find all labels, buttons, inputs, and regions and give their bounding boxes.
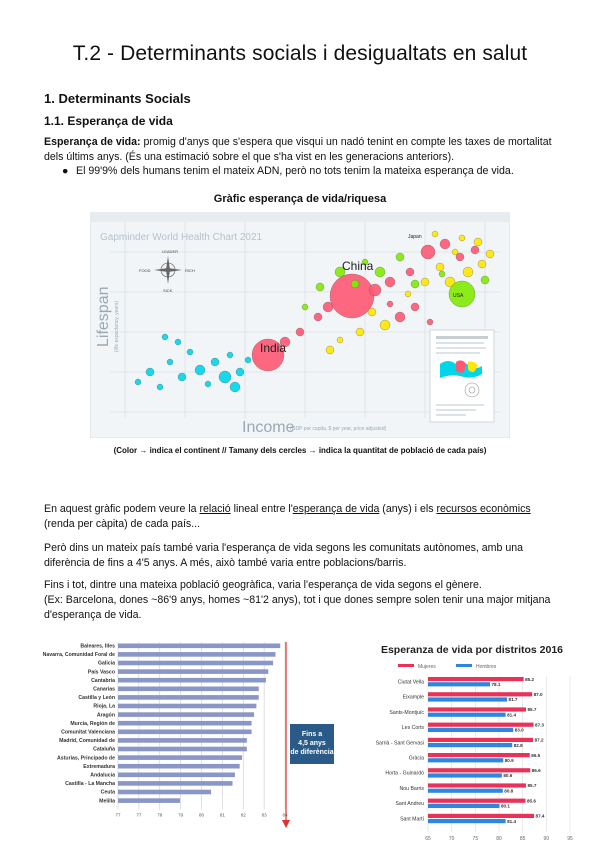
paragraph-relation: En aquest gràfic podem veure la relació lineal entre l'esperança de vida (anys) i els recursos econòmics (renda per càpita) de cada país... [44, 503, 531, 530]
district-bar-mujeres [428, 753, 530, 757]
district-bar-mujeres [428, 738, 533, 742]
region-bar [118, 747, 247, 752]
gapminder-caption: (Color → indica el continent // Tamany dels cercles → indica la quantitat de població de cada país) [113, 446, 487, 455]
info-card [430, 330, 494, 422]
definition-text: promig d'anys que s'espera que visqui un nadó tenint en compte les taxes de mortalitat dels últims anys. (És una estimació sobre el que s'ha vist en les generacions anteriors). [44, 136, 552, 163]
legend-mujeres: Mujeres [418, 664, 436, 670]
region-label: País Vasco [87, 669, 115, 676]
district-bar-hombres [428, 697, 507, 701]
regions-tick: 77 [115, 812, 121, 818]
district-label: Sarrià - Sant Gervasi [375, 740, 424, 747]
district-bar-mujeres [428, 814, 534, 818]
svg-text:RICH: RICH [185, 268, 195, 273]
district-value: 81.4 [507, 712, 517, 718]
districts-tick: 70 [448, 836, 455, 842]
definition-paragraph [44, 135, 564, 165]
gapminder-heading: Gràfic esperança de vida/riquesa [213, 193, 387, 205]
x-axis-label: Income [242, 419, 295, 436]
district-value: 85.7 [527, 783, 537, 789]
region-bar [118, 738, 247, 743]
district-label: Sant Andreu [395, 801, 424, 808]
districts-title: Esperanza de vida por distritos 2016 [380, 644, 564, 656]
district-value: 78.1 [491, 682, 501, 687]
district-bar-mujeres [428, 723, 534, 727]
district-value: 85.7 [527, 707, 537, 713]
district-value: 87.0 [533, 692, 543, 697]
district-value: 86.5 [531, 752, 541, 758]
bullet-dot-icon: ● [62, 165, 69, 177]
region-bar [118, 678, 266, 683]
district-label: Ciutat Vella [397, 679, 424, 686]
region-label: Rioja, La [93, 703, 115, 710]
district-bar-mujeres [428, 707, 526, 711]
district-value: 85.6 [527, 798, 536, 804]
district-bar-mujeres [428, 677, 524, 681]
region-bar [118, 730, 252, 735]
svg-text:FOOD: FOOD [139, 268, 151, 273]
regions-tick: 84 [282, 812, 288, 818]
difference-label: Fins a 4,5 anys de diferència [290, 731, 334, 756]
district-value: 80.8 [504, 788, 514, 794]
district-label: Nou Barris [399, 785, 424, 792]
japan-label: Japan [408, 234, 422, 240]
districts-chart [356, 636, 588, 848]
region-label: Aragón [96, 712, 115, 719]
district-value: 80.1 [500, 803, 510, 809]
region-bar [118, 755, 242, 760]
region-label: Galicia [97, 660, 115, 667]
region-bar [118, 695, 259, 700]
y-axis-sub: (life expectancy, years) [114, 300, 120, 352]
region-bar [118, 764, 240, 769]
district-value: 87.3 [535, 722, 545, 728]
gapminder-chart [90, 212, 510, 438]
chart-name: Gapminder World Health Chart 2021 [100, 232, 263, 243]
district-bar-mujeres [428, 768, 530, 772]
regions-tick: 77 [136, 812, 142, 818]
districts-tick: 95 [567, 836, 573, 842]
district-bar-hombres [428, 682, 490, 686]
district-value: 86.6 [531, 768, 541, 773]
district-bar-hombres [428, 773, 502, 777]
district-bar-hombres [428, 743, 512, 747]
region-bar [118, 781, 233, 786]
regions-tick: 82 [240, 812, 246, 818]
district-bar-mujeres [428, 783, 526, 787]
district-value: 87.4 [535, 813, 545, 819]
district-bar-hombres [428, 728, 513, 732]
region-bar [118, 712, 254, 717]
page-title: T.2 - Determinants socials i desigualtats en salut [72, 42, 528, 65]
regions-tick: 80 [198, 812, 205, 818]
districts-tick: 85 [519, 836, 526, 842]
districts-tick: 80 [496, 836, 502, 842]
district-bar-hombres [428, 804, 499, 808]
district-value: 83.0 [514, 727, 524, 733]
region-label: Navarra, Comunidad Foral de [42, 652, 115, 659]
regions-tick: 81 [219, 812, 225, 818]
region-label: Ceuta [100, 789, 115, 796]
region-label: Baleares, Illes [80, 643, 115, 650]
region-label: Extremadura [83, 763, 115, 770]
district-bar-hombres [428, 713, 506, 717]
districts-tick: 65 [425, 836, 431, 842]
district-bar-mujeres [428, 692, 532, 696]
regions-tick: 79 [178, 812, 184, 818]
subsection-heading: 1.1. Esperança de vida [44, 114, 173, 128]
region-label: Asturias, Principado de [57, 755, 115, 762]
district-bar-hombres [428, 789, 503, 793]
section-heading: 1. Determinants Socials [44, 91, 191, 106]
districts-tick: 75 [472, 836, 479, 842]
paragraph-regions: Però dins un mateix país també varia l'esperança de vida segons les comunitats autònomes, amb una diferència de fins a 4'5 anys. A més, això també varia entre poblacions/barris. [44, 542, 524, 569]
y-axis-label: Lifespan [95, 286, 112, 347]
district-bar-hombres [428, 758, 503, 762]
bullet-text: El 99'9% dels humans tenim el mateix ADN, però no tots tenim la mateixa esperança de vida. [76, 165, 514, 177]
usa-label: USA [453, 293, 464, 299]
district-bar-hombres [428, 819, 506, 823]
district-value: 80.6 [503, 773, 513, 779]
region-label: Murcia, Región de [70, 720, 115, 727]
region-label: Canarias [93, 686, 115, 693]
region-bar [118, 644, 280, 649]
region-label: Andalucía [90, 772, 115, 779]
district-value: 80.9 [504, 758, 514, 763]
region-bar [118, 790, 211, 795]
region-bar [118, 652, 275, 657]
district-value: 85.2 [525, 676, 535, 682]
svg-text:LEADER: LEADER [162, 249, 179, 254]
region-label: Comunitat Valenciana [61, 729, 115, 736]
district-label: Gràcia [408, 755, 424, 762]
legend-hombres-swatch [456, 664, 472, 667]
region-bar [118, 798, 180, 803]
legend-mujeres-swatch [398, 664, 414, 667]
district-label: Eixample [402, 694, 424, 701]
district-bar-mujeres [428, 799, 526, 803]
districts-tick: 90 [543, 836, 550, 842]
region-bar [118, 669, 268, 674]
district-value: 81.4 [507, 818, 517, 824]
region-bar [118, 704, 256, 709]
india-label: India [260, 341, 287, 355]
legend [398, 664, 497, 670]
district-label: Sants-Montjuïc [389, 709, 424, 716]
region-label: Madrid, Comunidad de [59, 738, 115, 745]
region-bar [118, 661, 273, 666]
region-label: Cantabria [91, 677, 115, 684]
district-label: Horta - Guinardó [385, 770, 424, 777]
district-label: Sant Martí [400, 816, 424, 823]
regions-tick: 83 [261, 812, 267, 818]
district-value: 82.8 [513, 742, 523, 748]
x-axis-sub: (GDP per capita, $ per year, price adjusted) [290, 426, 387, 432]
china-label: China [342, 259, 374, 273]
region-bar [118, 721, 252, 726]
region-label: Castilla - La Mancha [65, 781, 115, 788]
district-value: 81.7 [508, 697, 518, 703]
region-label: Melilla [99, 798, 115, 805]
district-value: 87.2 [534, 737, 544, 743]
region-bar [118, 687, 259, 692]
definition-term: Esperança de vida: [44, 136, 141, 148]
regions-chart [20, 636, 342, 848]
region-bar [118, 773, 235, 778]
paragraph-gender: Fins i tot, dintre una mateixa població geogràfica, varia l'esperança de vida segons el gènere. (Ex: Barcelona, dones ~86'9 anys, homes ~81'2 anys), tot i que dones sempre solen tenir una major mitjana d'esperança de vida. [44, 579, 551, 621]
region-label: Cataluña [93, 746, 115, 753]
region-label: Castilla y León [78, 695, 115, 702]
bullet-item [62, 165, 514, 177]
legend-hombres: Hombres [476, 664, 497, 670]
district-label: Les Corts [401, 725, 424, 732]
regions-tick: 78 [157, 812, 163, 818]
svg-text:SICK: SICK [163, 288, 173, 293]
